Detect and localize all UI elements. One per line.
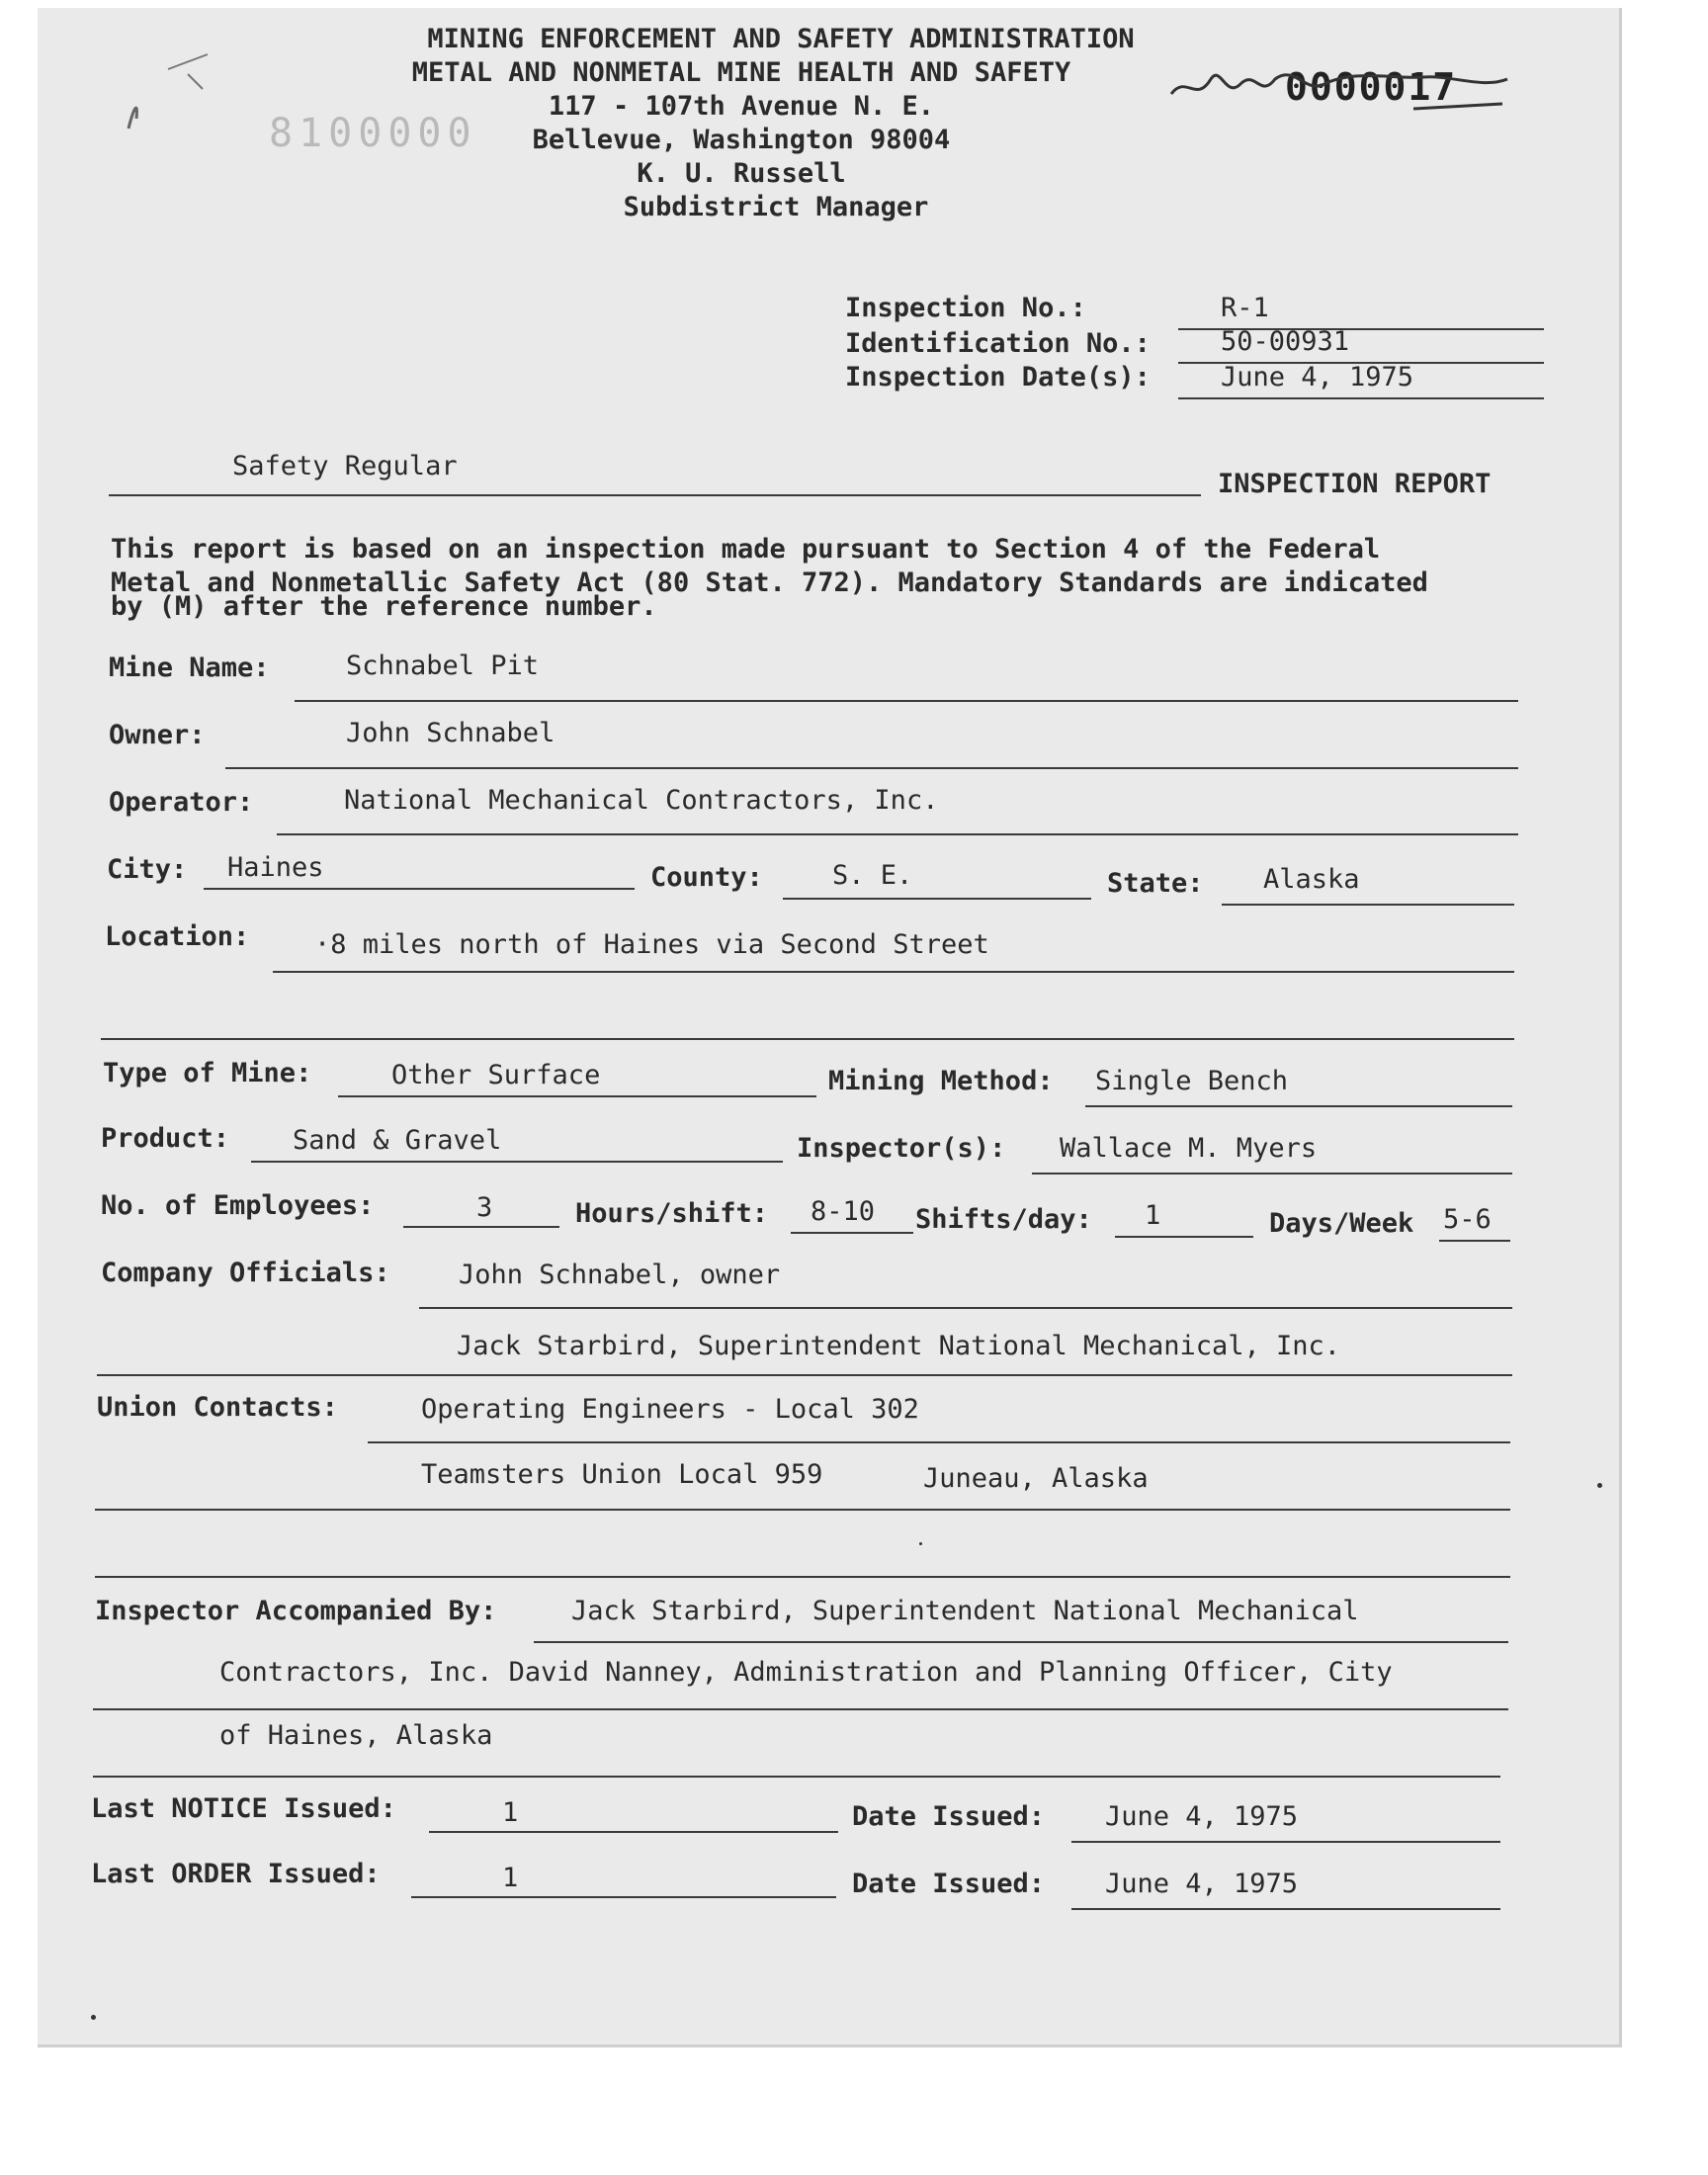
agency-title: MINING ENFORCEMENT AND SAFETY ADMINISTRATION	[427, 24, 1135, 54]
paper-speck	[919, 1542, 922, 1545]
hours-value: 8-10	[811, 1196, 876, 1227]
mining-method-value: Single Bench	[1095, 1066, 1289, 1096]
product-label: Product:	[101, 1123, 230, 1154]
location-label: Location:	[105, 921, 250, 952]
division-title: METAL AND NONMETAL MINE HEALTH AND SAFETY	[411, 57, 1071, 88]
employees-label: No. of Employees:	[101, 1190, 375, 1221]
city-label: City:	[107, 854, 188, 885]
days-label: Days/Week	[1269, 1208, 1414, 1239]
order-label: Last ORDER Issued:	[91, 1859, 381, 1889]
inspection-date-value: June 4, 1975	[1221, 362, 1414, 392]
paper-speck	[91, 2015, 96, 2020]
officials-label: Company Officials:	[101, 1258, 390, 1288]
operator-label: Operator:	[109, 787, 254, 818]
accompanied-line-2: Contractors, Inc. David Nanney, Administration and Planning Officer, City	[219, 1657, 1393, 1688]
notice-value: 1	[502, 1797, 519, 1828]
order-date-label: Date Issued:	[852, 1869, 1046, 1899]
notice-label: Last NOTICE Issued:	[91, 1793, 396, 1824]
union-contact-1: Operating Engineers - Local 302	[421, 1394, 919, 1425]
identification-number-label: Identification No.:	[845, 328, 1151, 359]
accompanied-line-1: Jack Starbird, Superintendent National Mechanical	[571, 1596, 1359, 1626]
address-street: 117 - 107th Avenue N. E.	[548, 91, 935, 122]
official-1: John Schnabel, owner	[459, 1260, 781, 1290]
union-contact-2: Teamsters Union Local 959	[421, 1459, 823, 1490]
inspection-number-value: R-1	[1221, 293, 1269, 323]
order-date-value: June 4, 1975	[1105, 1869, 1299, 1899]
inspectors-value: Wallace M. Myers	[1060, 1133, 1318, 1164]
corner-pen-mark	[109, 40, 227, 138]
union-label: Union Contacts:	[97, 1392, 338, 1423]
shifts-label: Shifts/day:	[915, 1204, 1092, 1235]
mine-name-value: Schnabel Pit	[346, 651, 540, 681]
paper-speck	[1597, 1483, 1602, 1488]
address-city: Bellevue, Washington 98004	[532, 125, 951, 155]
handwritten-scribble-signature	[1166, 49, 1512, 129]
inspection-date-label: Inspection Date(s):	[845, 362, 1151, 392]
mining-method-label: Mining Method:	[828, 1066, 1054, 1096]
official-2: Jack Starbird, Superintendent National Mechanical, Inc.	[457, 1331, 1341, 1361]
order-value: 1	[502, 1863, 519, 1893]
days-value: 5-6	[1443, 1204, 1492, 1235]
intro-line-3: by (M) after the reference number.	[111, 591, 657, 622]
inspection-number-label: Inspection No.:	[845, 293, 1086, 323]
manager-name: K. U. Russell	[637, 158, 846, 189]
operator-value: National Mechanical Contractors, Inc.	[344, 785, 939, 816]
union-contact-2-city: Juneau, Alaska	[923, 1463, 1149, 1494]
inspectors-label: Inspector(s):	[797, 1133, 1006, 1164]
location-value: ·8 miles north of Haines via Second Street	[314, 929, 989, 960]
state-value: Alaska	[1263, 864, 1360, 895]
mine-type-label: Type of Mine:	[103, 1058, 312, 1088]
shifts-value: 1	[1145, 1200, 1161, 1231]
identification-number-value: 50-00931	[1221, 326, 1350, 357]
accompanied-line-3: of Haines, Alaska	[219, 1720, 493, 1751]
employees-value: 3	[476, 1192, 493, 1223]
hours-label: Hours/shift:	[575, 1198, 769, 1229]
mine-name-label: Mine Name:	[109, 652, 270, 683]
intro-line-2: Metal and Nonmetallic Safety Act (80 Stat. 772). Mandatory Standards are indicated	[111, 567, 1428, 598]
accompanied-label: Inspector Accompanied By:	[95, 1596, 497, 1626]
archive-stamp-number: 8100000	[269, 111, 477, 156]
mine-type-value: Other Surface	[391, 1060, 601, 1090]
report-type-value: Safety Regular	[232, 451, 458, 481]
notice-date-value: June 4, 1975	[1105, 1801, 1299, 1832]
state-label: State:	[1107, 868, 1204, 899]
report-title: INSPECTION REPORT	[1218, 469, 1492, 499]
owner-label: Owner:	[109, 720, 206, 750]
product-value: Sand & Gravel	[293, 1125, 502, 1156]
city-value: Haines	[227, 852, 324, 883]
county-value: S. E.	[832, 860, 913, 891]
owner-value: John Schnabel	[346, 718, 555, 748]
document-number-stamp: 0000017	[1285, 65, 1458, 109]
manager-title: Subdistrict Manager	[623, 192, 929, 222]
notice-date-label: Date Issued:	[852, 1801, 1046, 1832]
intro-line-1: This report is based on an inspection made pursuant to Section 4 of the Federal	[111, 534, 1381, 565]
county-label: County:	[650, 862, 763, 893]
